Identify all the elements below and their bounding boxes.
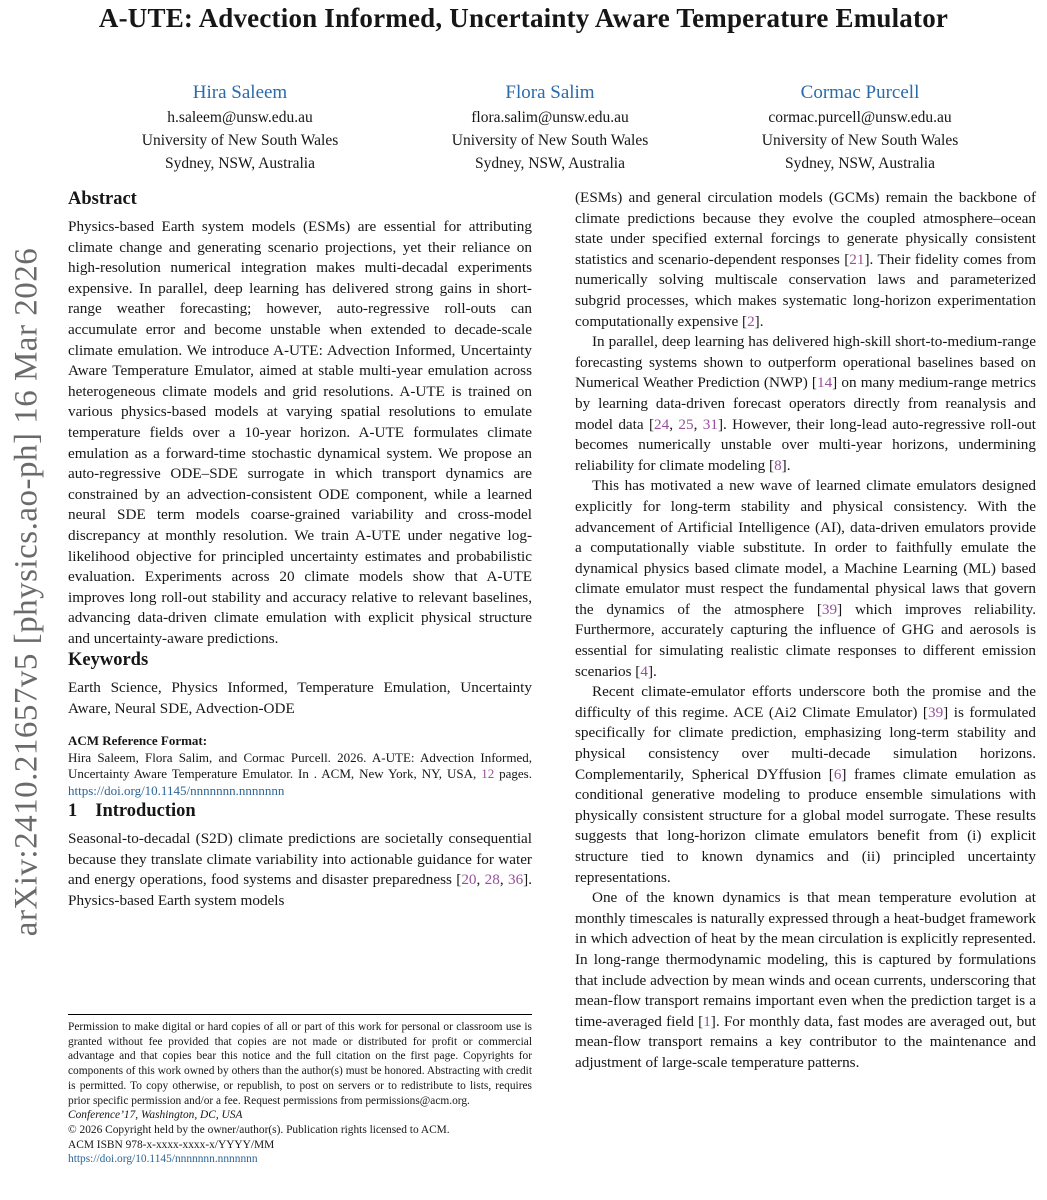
citation-ref[interactable]: 8	[774, 456, 782, 474]
author-affiliation: University of New South Wales	[451, 132, 649, 149]
text-segment: ].	[647, 662, 657, 680]
introduction-heading	[68, 800, 532, 822]
citation-ref[interactable]: 20	[461, 871, 477, 889]
permission-text: Permission to make digital or hard copies of all or part of this work for personal or classroom use is granted without fee provided that copies are not made or distributed for profit or commercial advantage and that copies bear this notice and the full citation on the first page. Copyrights for components of this work owned by others than the author(s) must be honored. Abstracting with credit is permitted. To copy otherwise, or republish, to post on servers or to redistribute to lists, requires prior specific permission and/or a fee. Request permissions from permissions@acm.org.	[68, 1021, 532, 1107]
text-segment: pages.	[494, 766, 532, 782]
text-segment: ].	[754, 312, 764, 330]
section-number: 1	[68, 801, 78, 822]
text-segment: ]. Physics-based Earth system models	[68, 871, 533, 909]
body-paragraph	[575, 888, 1036, 1073]
footnote-rule	[68, 1014, 532, 1015]
left-column	[68, 188, 532, 911]
text-segment: ,	[693, 415, 703, 433]
text-segment: One of the known dynamics is that mean temperature evolution at monthly timescales is naturally expressed through a heat-budget framework in which advection of heat by the mean circulation is explicitly represented. In long-range thermodynamic modeling, this is captured by formulations that include advection by mean winds and ocean currents, underscoring that mean-flow transport remains important even when the prediction target is a time-averaged field [	[575, 889, 1036, 1030]
author-affiliation: University of New South Wales	[141, 132, 339, 149]
author-location: Sydney, NSW, Australia	[165, 155, 315, 172]
text-segment: ,	[669, 415, 679, 433]
text-segment: ,	[499, 871, 508, 889]
author-affiliation: University of New South Wales	[761, 132, 959, 149]
citation-ref[interactable]: 1	[703, 1012, 711, 1030]
citation-ref[interactable]: 36	[507, 871, 524, 889]
introduction-paragraph	[68, 829, 532, 911]
text-segment: ]. For monthly data, fast modes are averaged out, but mean-flow transport remains a key contributor to the maintenance and adjustment of large-scale temperature patterns.	[575, 1012, 1036, 1071]
text-segment: ].	[781, 456, 791, 474]
text-segment: ]. However, their long-lead auto-regressive roll-out becomes numerically unstable over multi-year horizons, undermining reliability for climate modeling [	[575, 415, 1037, 474]
author-name: Hira Saleem	[192, 82, 288, 103]
text-segment: Recent climate-emulator efforts underscore both the promise and the difficulty of this regime. ACE (Ai2 Climate Emulator) [	[575, 683, 1036, 721]
author-email: flora.salim@unsw.edu.au	[471, 109, 629, 126]
author-block	[705, 80, 1015, 175]
text-segment: (ESMs) and general circulation models (GCMs) remain the backbone of climate predictions because they evolve the coupled atmosphere–ocean state under specified external forcings to generate physically consistent statistics and scenario-dependent responses [	[575, 189, 1036, 268]
text-segment: ] is formulated specifically for climate prediction, emphasizing long-term stability and physical consistency over multi-decade simulation horizons. Complementarily, Spherical DYffusion [	[575, 703, 1036, 783]
acm-reference-text	[68, 750, 532, 800]
author-block	[85, 80, 395, 175]
citation-ref[interactable]: 28	[484, 871, 500, 889]
author-name: Cormac Purcell	[800, 82, 920, 103]
footnote-doi-link[interactable]: https://doi.org/10.1145/nnnnnnn.nnnnnnn	[68, 1153, 258, 1166]
acm-reference-heading: ACM Reference Format:	[68, 732, 208, 748]
author-name: Flora Salim	[505, 82, 595, 103]
citation-ref[interactable]: 39	[927, 703, 944, 721]
text-segment: ] on many medium-range metrics by learning data-driven forecast operators directly from reanalysis and model data [	[575, 374, 1036, 433]
paper-title: A-UTE: Advection Informed, Uncertainty Aware Temperature Emulator	[98, 3, 949, 33]
doi-link[interactable]: https://doi.org/10.1145/nnnnnnn.nnnnnnn	[68, 783, 285, 799]
body-paragraph	[575, 188, 1036, 332]
text-segment: Hira Saleem, Flora Salim, and Cormac Purcell. 2026. A-UTE: Advection Informed, Uncertainty Aware Temperature Emulator. In . ACM, New York, NY, USA,	[68, 749, 532, 782]
citation-ref[interactable]: 39	[821, 600, 838, 618]
citation-ref[interactable]: 24	[654, 415, 670, 433]
body-paragraph	[575, 682, 1036, 888]
citation-ref[interactable]: 2	[747, 312, 755, 330]
text-segment: This has motivated a new wave of learned climate emulators designed explicitly for long-term stability and physical consistency. With the advancement of Artificial Intelligence (AI), data-driven emulators provide a computationally viable substitute. In order to faithfully emulate the dynamical physics based climate model, a Machine Learning (ML) based climate emulator must respect the fundamental physical laws that govern the dynamics of the atmosphere [	[575, 477, 1036, 618]
citation-ref[interactable]: 14	[816, 374, 833, 392]
keywords-text: Earth Science, Physics Informed, Temperature Emulation, Uncertainty Aware, Neural SDE, Advection-ODE	[68, 679, 532, 718]
text-segment: ]. Their fidelity comes from numerically solving multiscale conservation laws and parameterized subgrid processes, which makes systematic long-horizon experimentation computationally expensive [	[575, 250, 1037, 330]
author-email: cormac.purcell@unsw.edu.au	[768, 109, 952, 126]
keywords-heading: Keywords	[68, 650, 149, 671]
right-column	[575, 188, 1036, 1074]
author-block	[395, 80, 705, 175]
text-segment: ] frames climate emulation as conditional generative modeling to produce ensemble simulations with physically consistent structure for a global model surrogate. These results suggests that long-horizon climate emulators benefit from (i) explicit structure tied to known dynamics and (ii) principled uncertainty representations.	[575, 765, 1036, 886]
author-location: Sydney, NSW, Australia	[785, 155, 935, 172]
citation-ref[interactable]: 4	[640, 662, 648, 680]
copyright-line: © 2026 Copyright held by the owner/author(s). Publication rights licensed to ACM.	[68, 1123, 450, 1136]
text-segment: ] which improves reliability. Furthermore, accurately capturing the influence of GHG and aerosols is essential for simulating realistic climate responses to different emission scenarios [	[575, 600, 1036, 680]
author-location: Sydney, NSW, Australia	[475, 155, 625, 172]
author-email: h.saleem@unsw.edu.au	[167, 109, 313, 126]
section-title: Introduction	[95, 801, 196, 822]
author-row	[85, 80, 1015, 175]
citation-ref[interactable]: 31	[702, 415, 718, 433]
conference-line: Conference’17, Washington, DC, USA	[68, 1109, 243, 1122]
body-paragraph	[575, 332, 1036, 476]
text-segment: In parallel, deep learning has delivered high-skill short-to-medium-range forecasting systems shown to outperform operational baselines based on Numerical Weather Prediction (NWP) [	[575, 333, 1036, 392]
citation-ref[interactable]: 25	[678, 415, 694, 433]
text-segment: ,	[476, 871, 485, 889]
text-segment: Seasonal-to-decadal (S2D) climate predictions are societally consequential because they translate climate variability into actionable guidance for water and energy operations, food systems and disaster preparedness [	[68, 830, 532, 889]
abstract-heading: Abstract	[68, 189, 137, 209]
citation-ref[interactable]: 12	[481, 766, 495, 782]
isbn-line: ACM ISBN 978-x-xxxx-xxxx-x/YYYY/MM	[68, 1138, 275, 1151]
citation-ref[interactable]: 21	[849, 250, 865, 268]
abstract-text: Physics-based Earth system models (ESMs) are essential for attributing climate change and generating scenario projections, yet their reliance on high-resolution numerical integration makes multi-decadal experiments expensive. In parallel, deep learning has delivered strong gains in short-range weather forecasting; however, auto-regressive roll-outs can accumulate error and become unstable when extended to decade-scale climate emulation. We introduce A-UTE: Advection Informed, Uncertainty Aware Temperature Emulator, aimed at stable multi-year emulation across heterogeneous climate models and grid resolutions. A-UTE is trained on various physics-based models at varying spatial resolutions to emulate temperature fields over a 10-year horizon. A-UTE formulates climate emulation as a forward-time stochastic dynamical system. We propose an auto-regressive ODE–SDE surrogate in which transport dynamics are constrained by an advection-consistent ODE component, while a learned neural SDE term models coarse-grained variability and cross-model discrepancy at monthly resolution. We train A-UTE under negative log-likelihood objective for principled uncertainty estimates and probabilistic evaluation. Experiments across 20 climate models show that A-UTE improves long roll-out stability and accuracy relative to relevant baselines, advancing data-driven climate emulation with explicit physical structure and uncertainty-aware predictions.	[68, 218, 532, 647]
citation-ref[interactable]: 6	[833, 765, 842, 783]
body-paragraph	[575, 476, 1036, 682]
footnote-block	[68, 1014, 532, 1167]
arxiv-watermark: arXiv:2410.21657v5 [physics.ao-ph] 16 Mar 2026	[8, 247, 45, 937]
